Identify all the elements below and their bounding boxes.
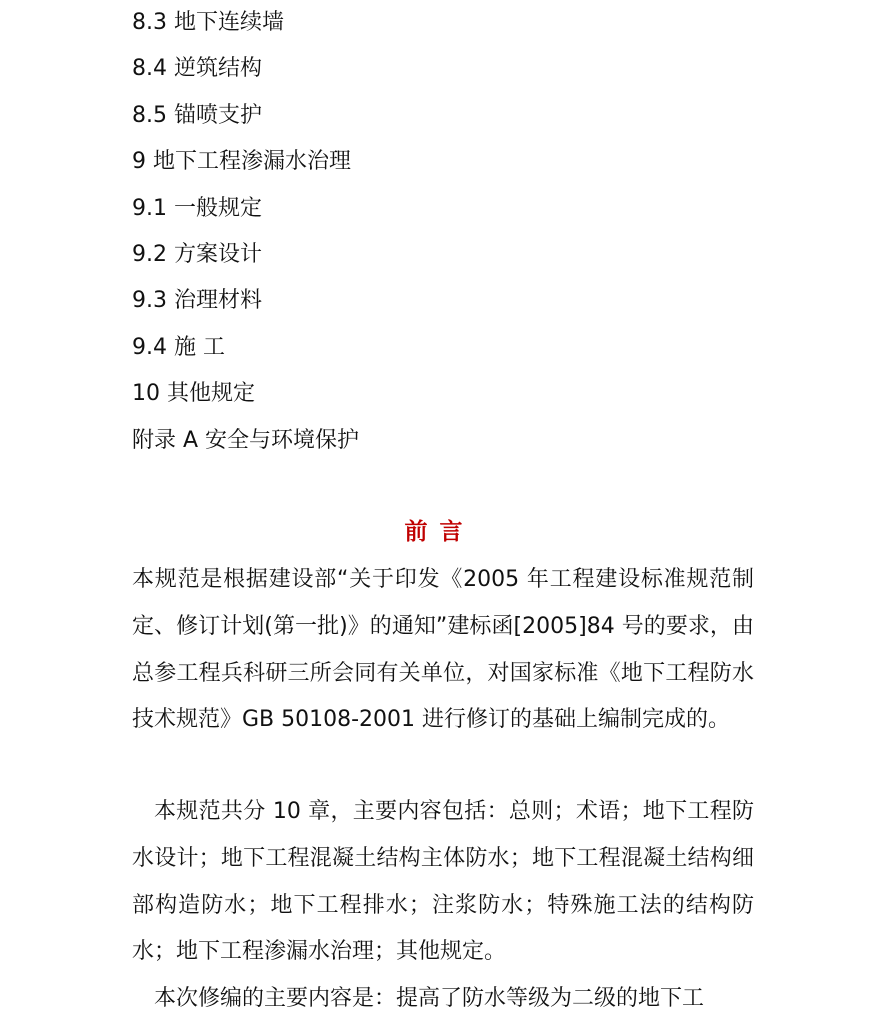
table-of-contents xyxy=(132,0,772,464)
toc-item-9-4: 9.4 施 工 xyxy=(132,334,225,360)
toc-item-appendix-a: 附录 A 安全与环境保护 xyxy=(132,427,360,453)
preface-paragraph: 本规范是根据建设部“关于印发《2005 年工程建设标准规范制定、修订计划(第一批)》的通知”建标函[2005]84 号的要求，由总参工程兵科研三所会同有关单位，对国家标准《地下工程防水技术规范》GB 50108-2001 进行修订的基础上编制完成的。 xyxy=(132,567,754,733)
toc-item-9-2: 9.2 方案设计 xyxy=(132,241,262,267)
toc-item-9: 9 地下工程渗漏水治理 xyxy=(132,149,351,175)
toc-item-9-1: 9.1 一般规定 xyxy=(132,195,262,221)
toc-item-10: 10 其他规定 xyxy=(132,381,255,407)
toc-item-8-5: 8.5 锚喷支护 xyxy=(132,102,262,128)
toc-item-9-3: 9.3 治理材料 xyxy=(132,288,262,314)
toc-item-8-3: 8.3 地下连续墙 xyxy=(132,10,284,35)
toc-item-8-4: 8.4 逆筑结构 xyxy=(132,56,262,82)
preface-title: 前言 xyxy=(404,519,475,545)
preface-paragraph: 本次修编的主要内容是：提高了防水等级为二级的地下工 xyxy=(154,986,705,1011)
preface-paragraph: 本规范共分 10 章，主要内容包括：总则；术语；地下工程防水设计；地下工程混凝土结构主体防水；地下工程混凝土结构细部构造防水；地下工程排水；注浆防水；特殊施工法的结构防水；地下工程渗漏水治理；其他规定。 xyxy=(132,799,754,965)
